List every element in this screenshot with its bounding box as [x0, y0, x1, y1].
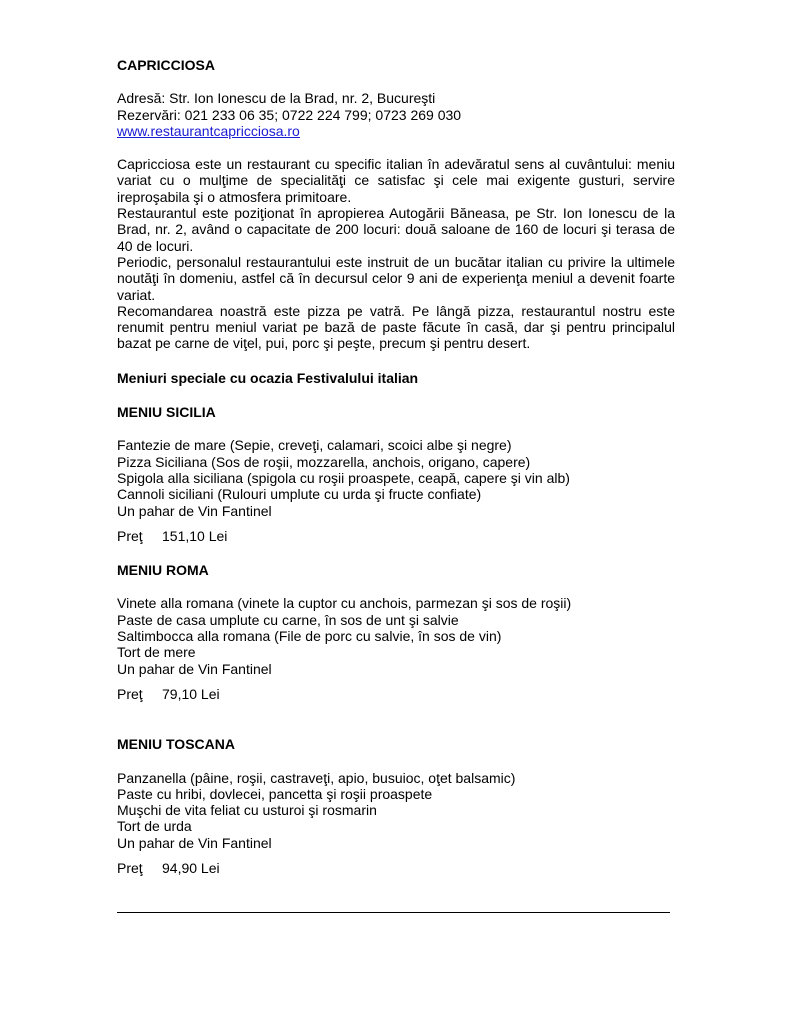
menu-item: Saltimbocca alla romana (File de porc cu salvie, în sos de vin): [117, 628, 502, 645]
description-paragraph: Restaurantul este poziţionat în apropierea Autogării Băneasa, pe Str. Ion Ionescu de la Brad, nr. 2, având o capacitate de 200 locuri: două saloane de 160 de locuri şi terasa de 40 de locuri.: [117, 205, 675, 254]
menu-toscana-title: MENIU TOSCANA: [117, 736, 235, 753]
menu-sicilia-title: MENIU SICILIA: [117, 404, 216, 421]
menu-item: Paste de casa umplute cu carne, în sos de unt şi salvie: [117, 611, 459, 628]
address-line: Adresă: Str. Ion Ionescu de la Brad, nr. 2, Bucureşti: [117, 90, 436, 107]
menu-item: Vinete alla romana (vinete la cuptor cu anchois, parmezan şi sos de roşii): [117, 595, 572, 612]
reservations-line: Rezervări: 021 233 06 35; 0722 224 799; 0723 269 030: [117, 106, 462, 123]
menu-item: Panzanella (pâine, roşii, castraveţi, apio, busuioc, oţet balsamic): [117, 769, 516, 786]
horizontal-divider: [117, 912, 670, 913]
price-label: Preţ: [117, 527, 143, 544]
menu-toscana-items: [117, 770, 675, 851]
description-paragraph: Capricciosa este un restaurant cu specific italian în adevăratul sens al cuvântului: meniu variat cu o mulţime de specialităţi ce satisfac şi cele mai exigente gusturi, servire ireproşabila şi o atmosfera primitoare.: [117, 156, 675, 205]
menu-item: Un pahar de Vin Fantinel: [117, 660, 272, 677]
menu-item: Paste cu hribi, dovlecei, pancetta şi roşii proaspete: [117, 785, 433, 802]
menu-roma-items: [117, 595, 675, 676]
price-value: 151,10 Lei: [162, 527, 228, 544]
special-menus-heading: Meniuri speciale cu ocazia Festivalului italian: [117, 369, 419, 386]
menu-item: Muşchi de vita feliat cu usturoi şi rosmarin: [117, 802, 377, 819]
menu-sicilia-items: [117, 437, 675, 518]
contact-block: [117, 90, 675, 139]
menu-item: Un pahar de Vin Fantinel: [117, 834, 272, 851]
price-value: 79,10 Lei: [162, 685, 220, 702]
menu-roma-price: [117, 686, 675, 702]
description-paragraph: Periodic, personalul restaurantului este instruit de un bucătar italian cu privire la ultimele noutăţi în domeniu, astfel că în decursul celor 9 ani de experienţa meniul a devenit foarte variat.: [117, 253, 675, 303]
menu-item: Cannoli siciliani (Rulouri umplute cu urda şi fructe confiate): [117, 486, 482, 503]
menu-item: Pizza Siciliana (Sos de roşii, mozzarella, anchois, origano, capere): [117, 453, 531, 470]
description-paragraph: Recomandarea noastră este pizza pe vatră. Pe lângă pizza, restaurantul nostru este renumit pentru meniul variat pe bază de paste făcute în casă, dar şi pentru principalul bazat pe carne de viţel, pui, porc şi peşte, precum şi pentru desert.: [117, 302, 675, 352]
description-block: [117, 156, 675, 352]
menu-item: Un pahar de Vin Fantinel: [117, 502, 272, 519]
menu-roma-title: MENIU ROMA: [117, 562, 209, 579]
menu-item: Fantezie de mare (Sepie, creveţi, calamari, scoici albe şi negre): [117, 437, 512, 454]
menu-sicilia-price: [117, 528, 675, 544]
price-label: Preţ: [117, 685, 143, 702]
restaurant-name: CAPRICCIOSA: [117, 57, 216, 73]
menu-item: Spigola alla siciliana (spigola cu roşii proaspete, ceapă, capere şi vin alb): [117, 469, 570, 486]
document-page: [117, 57, 675, 876]
menu-item: Tort de urda: [117, 818, 192, 835]
price-value: 94,90 Lei: [162, 859, 220, 876]
menu-toscana-price: [117, 860, 675, 876]
price-label: Preţ: [117, 859, 143, 876]
menu-item: Tort de mere: [117, 644, 196, 661]
website-link[interactable]: www.restaurantcapricciosa.ro: [117, 122, 300, 139]
